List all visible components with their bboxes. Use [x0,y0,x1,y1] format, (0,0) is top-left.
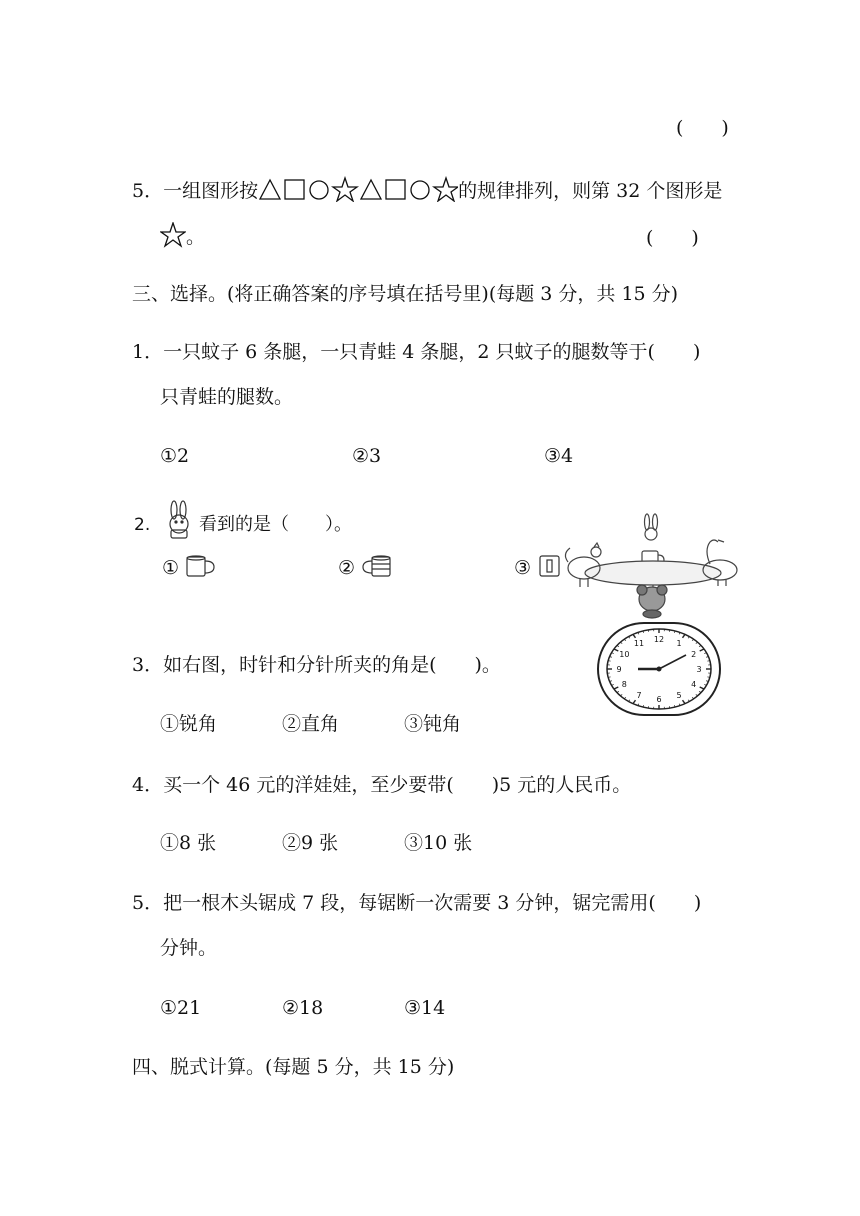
option-1[interactable]: ①2 [160,445,190,467]
square-icon [285,180,304,199]
clock-number: 3 [696,665,702,674]
question-3-text: 3．如右图，时针和分针所夹的角是( )。 [132,654,501,676]
rabbit-icon [160,500,200,544]
option-2[interactable]: ②直角 [282,713,340,735]
judge-question-5 [132,176,722,210]
section-title: 三、选择。(将正确答案的序号填在括号里)(每题 3 分，共 15 分) [132,283,679,305]
clock-number: 10 [619,650,630,659]
mug-handle-right-icon [185,553,217,587]
star-icon [333,178,357,201]
option-3[interactable]: ③钝角 [404,713,462,735]
clock-number: 12 [653,635,665,644]
option-2[interactable]: ② [338,553,393,587]
option-2[interactable]: ②9 张 [282,832,339,854]
section-title: 四、脱式计算。(每题 5 分，共 15 分) [132,1056,455,1078]
triangle-icon [361,180,381,199]
clock-number: 11 [633,639,645,649]
mouse-icon [637,585,667,618]
star-icon [160,222,186,256]
clock-number: 1 [676,639,682,649]
question-number: 5． [132,180,164,202]
clock-center [657,667,662,672]
square-icon [386,180,405,199]
option-3[interactable]: ③4 [544,445,574,467]
clock-illustration [596,621,722,721]
star-icon [434,178,458,201]
question-4-text: 4．买一个 46 元的洋娃娃，至少要带( )5 元的人民币。 [132,774,632,796]
clock-number: 7 [636,690,642,700]
scene-illustration [560,510,750,624]
clock-number: 5 [676,690,682,700]
option-1[interactable]: ①8 张 [160,832,217,854]
clock-number: 2 [691,650,697,659]
mug-handle-left-icon [361,553,393,587]
option-1[interactable]: ①21 [160,997,202,1019]
answer-paren[interactable]: ( ) [676,117,729,139]
clock-number: 8 [621,680,627,689]
shape-sequence [258,176,458,210]
question-text-cont: 的规律排列，则第 32 个图形是 [458,180,723,202]
option-1[interactable]: ①锐角 [160,713,218,735]
chicken-icon [565,543,601,587]
question-text-end: 。 [186,226,206,248]
question-2-text: 看到的是（ ）。 [199,514,352,535]
circle-icon [310,181,328,199]
question-2-number: 2. [134,515,151,535]
option-2[interactable]: ②3 [352,445,382,467]
judge-question-5-line2 [160,222,205,256]
question-1-line2: 只青蛙的腿数。 [160,386,294,408]
question-1-line1: 1．一只蚊子 6 条腿，一只青蛙 4 条腿，2 只蚊子的腿数等于( ) [132,341,701,363]
circle-icon [411,181,429,199]
option-3[interactable]: ③10 张 [404,832,473,854]
clock-number: 9 [616,665,622,674]
question-5-line1: 5．把一根木头锯成 7 段，每锯断一次需要 3 分钟，锯完需用( ) [132,892,702,914]
clock-number: 4 [691,680,697,689]
triangle-icon [260,180,280,199]
clock-number: 6 [656,695,662,704]
question-text: 一组图形按 [163,180,259,202]
rabbit-icon [645,514,658,540]
option-2[interactable]: ②18 [282,997,324,1019]
answer-paren[interactable]: ( ) [646,227,699,249]
option-3[interactable]: ③ [514,553,563,587]
option-1[interactable]: ① [162,553,217,587]
question-5-line2: 分钟。 [160,937,218,959]
option-3[interactable]: ③14 [404,997,446,1019]
